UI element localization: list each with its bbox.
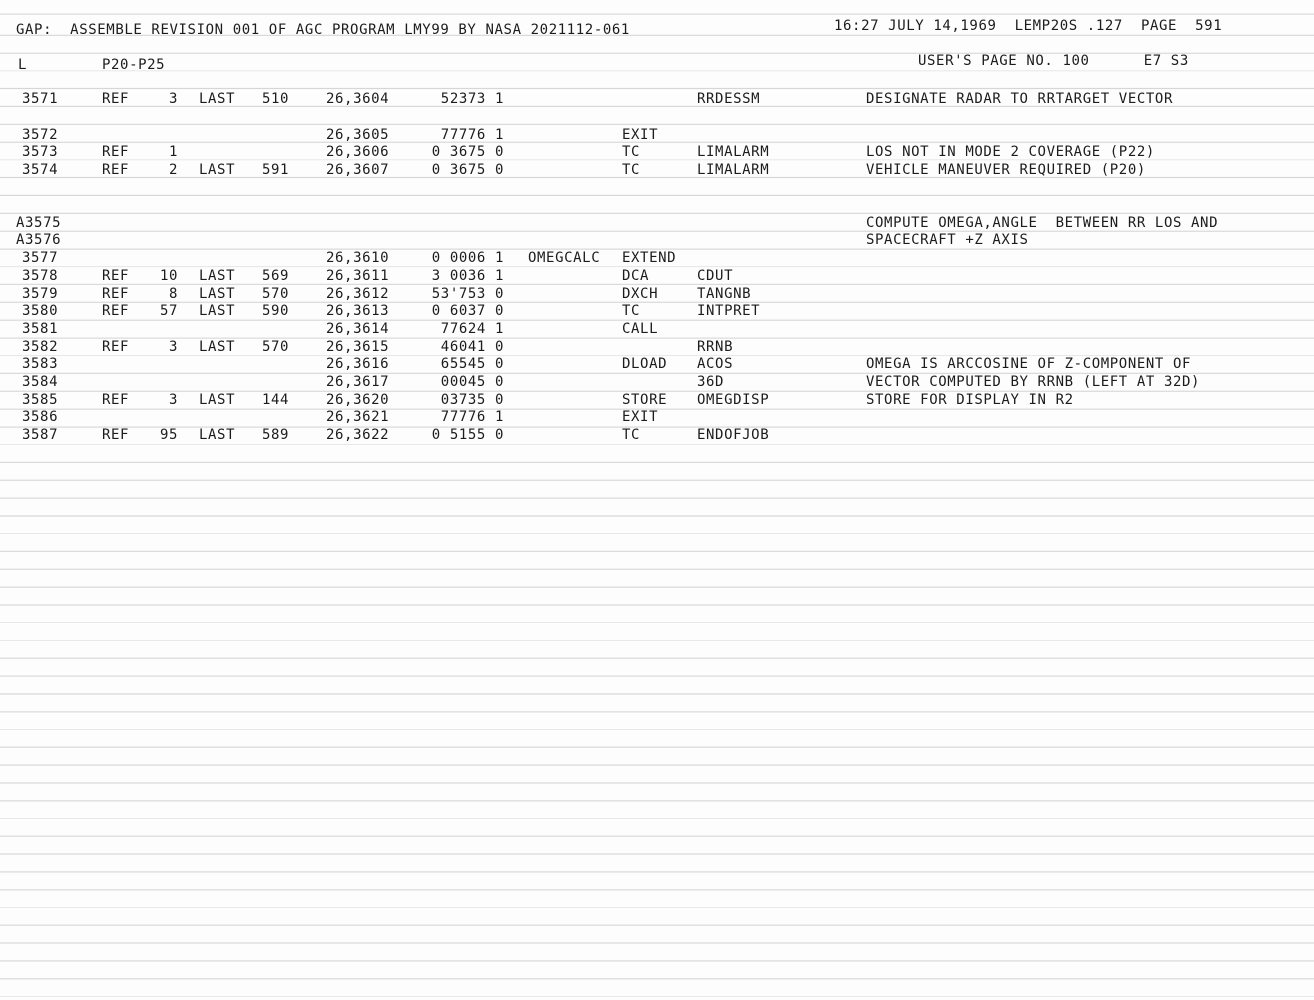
last-page: 589 (262, 427, 290, 443)
line-number: 3584 (22, 374, 59, 390)
code-row (0, 250, 1314, 266)
comment: VEHICLE MANEUVER REQUIRED (P20) (866, 162, 1146, 178)
address: 26,3622 (326, 427, 390, 443)
ref-count: 57 (159, 303, 178, 319)
opcode: TC (622, 303, 641, 319)
operand: ACOS (697, 356, 734, 372)
address: 26,3612 (326, 286, 390, 302)
last-keyword: LAST (199, 339, 236, 355)
last-keyword: LAST (199, 162, 236, 178)
address: 26,3611 (326, 268, 390, 284)
line-number: A3575 (16, 215, 62, 231)
address: 26,3617 (326, 374, 390, 390)
last-page: 591 (262, 162, 290, 178)
comment: DESIGNATE RADAR TO RRTARGET VECTOR (866, 91, 1173, 107)
comment: VECTOR COMPUTED BY RRNB (LEFT AT 32D) (866, 374, 1201, 390)
operand: RRDESSM (697, 91, 761, 107)
operand: LIMALARM (697, 144, 770, 160)
last-keyword: LAST (199, 91, 236, 107)
ref-count: 3 (168, 91, 178, 107)
line-number: 3586 (22, 409, 59, 425)
opcode: EXIT (622, 127, 659, 143)
opcode: TC (622, 162, 641, 178)
label: OMEGCALC (528, 250, 601, 266)
ref-count: 10 (159, 268, 178, 284)
address: 26,3621 (326, 409, 390, 425)
line-number: 3587 (22, 427, 59, 443)
comment: LOS NOT IN MODE 2 COVERAGE (P22) (866, 144, 1155, 160)
code-row (0, 339, 1314, 355)
line-number: 3573 (22, 144, 59, 160)
last-page: 570 (262, 339, 290, 355)
last-keyword: LAST (199, 286, 236, 302)
comment: STORE FOR DISPLAY IN R2 (866, 392, 1074, 408)
ref-keyword: REF (102, 162, 130, 178)
octal-word: 77776 1 (440, 409, 504, 425)
ref-keyword: REF (102, 303, 130, 319)
ref-keyword: REF (102, 392, 130, 408)
last-page: 510 (262, 91, 290, 107)
ref-count: 3 (168, 339, 178, 355)
line-number: 3571 (22, 91, 59, 107)
address: 26,3607 (326, 162, 390, 178)
code-row (0, 91, 1314, 107)
ref-count: 1 (168, 144, 178, 160)
address: 26,3610 (326, 250, 390, 266)
last-keyword: LAST (199, 427, 236, 443)
line-number: 3577 (22, 250, 59, 266)
line-number: 3582 (22, 339, 59, 355)
octal-word: 46041 0 (440, 339, 504, 355)
line-number: 3574 (22, 162, 59, 178)
address: 26,3616 (326, 356, 390, 372)
address: 26,3606 (326, 144, 390, 160)
ref-count: 8 (168, 286, 178, 302)
octal-word: 77624 1 (440, 321, 504, 337)
opcode: CALL (622, 321, 659, 337)
address: 26,3604 (326, 91, 390, 107)
octal-word: 0 0006 1 (431, 250, 504, 266)
code-row (0, 162, 1314, 178)
code-row (0, 427, 1314, 443)
line-number: 3583 (22, 356, 59, 372)
last-keyword: LAST (199, 268, 236, 284)
address: 26,3614 (326, 321, 390, 337)
opcode: DXCH (622, 286, 659, 302)
last-keyword: LAST (199, 303, 236, 319)
last-keyword: LAST (199, 392, 236, 408)
line-number: 3572 (22, 127, 59, 143)
line-number: 3581 (22, 321, 59, 337)
line-number: 3585 (22, 392, 59, 408)
operand: LIMALARM (697, 162, 770, 178)
comment: COMPUTE OMEGA,ANGLE BETWEEN RR LOS AND (866, 215, 1219, 231)
ref-keyword: REF (102, 144, 130, 160)
operand: CDUT (697, 268, 734, 284)
code-row (0, 303, 1314, 319)
last-page: 144 (262, 392, 290, 408)
line-number: 3579 (22, 286, 59, 302)
comment: SPACECRAFT +Z AXIS (866, 232, 1029, 248)
last-page: 570 (262, 286, 290, 302)
ref-keyword: REF (102, 91, 130, 107)
address: 26,3615 (326, 339, 390, 355)
address: 26,3605 (326, 127, 390, 143)
octal-word: 0 5155 0 (431, 427, 504, 443)
line-number: 3580 (22, 303, 59, 319)
octal-word: 0 3675 0 (431, 162, 504, 178)
code-row (0, 356, 1314, 372)
last-page: 590 (262, 303, 290, 319)
octal-word: 77776 1 (440, 127, 504, 143)
operand: OMEGDISP (697, 392, 770, 408)
ref-keyword: REF (102, 268, 130, 284)
octal-word: 65545 0 (440, 356, 504, 372)
line-number: 3578 (22, 268, 59, 284)
listing-timestamp-page: 16:27 JULY 14,1969 LEMP20S .127 PAGE 591 (834, 18, 1223, 34)
operand: ENDOFJOB (697, 427, 770, 443)
user-page-number: USER'S PAGE NO. 100 E7 S3 (918, 53, 1189, 69)
listing-marker: L (18, 57, 28, 73)
ref-count: 3 (168, 392, 178, 408)
ref-keyword: REF (102, 339, 130, 355)
octal-word: 0 3675 0 (431, 144, 504, 160)
opcode: EXIT (622, 409, 659, 425)
ref-keyword: REF (102, 427, 130, 443)
ref-count: 2 (168, 162, 178, 178)
opcode: STORE (622, 392, 668, 408)
line-number: A3576 (16, 232, 62, 248)
code-row (0, 232, 1314, 248)
code-row (0, 392, 1314, 408)
opcode: DLOAD (622, 356, 668, 372)
code-row (0, 268, 1314, 284)
operand: INTPRET (697, 303, 761, 319)
ref-count: 95 (159, 427, 178, 443)
listing-header: GAP: ASSEMBLE REVISION 001 OF AGC PROGRAM LMY99 BY NASA 2021112-061 (16, 22, 630, 38)
code-row (0, 321, 1314, 337)
address: 26,3620 (326, 392, 390, 408)
comment: OMEGA IS ARCCOSINE OF Z-COMPONENT OF (866, 356, 1192, 372)
code-row (0, 374, 1314, 390)
opcode: TC (622, 427, 641, 443)
octal-word: 00045 0 (440, 374, 504, 390)
operand: 36D (697, 374, 725, 390)
opcode: DCA (622, 268, 650, 284)
octal-word: 53'753 0 (431, 286, 504, 302)
code-row (0, 215, 1314, 231)
octal-word: 0 6037 0 (431, 303, 504, 319)
program-section: P20-P25 (102, 57, 166, 73)
octal-word: 3 0036 1 (431, 268, 504, 284)
code-row (0, 286, 1314, 302)
code-row (0, 144, 1314, 160)
operand: TANGNB (697, 286, 752, 302)
opcode: EXTEND (622, 250, 677, 266)
octal-word: 52373 1 (440, 91, 504, 107)
code-row (0, 409, 1314, 425)
opcode: TC (622, 144, 641, 160)
octal-word: 03735 0 (440, 392, 504, 408)
address: 26,3613 (326, 303, 390, 319)
last-page: 569 (262, 268, 290, 284)
code-row (0, 127, 1314, 143)
operand: RRNB (697, 339, 734, 355)
ref-keyword: REF (102, 286, 130, 302)
